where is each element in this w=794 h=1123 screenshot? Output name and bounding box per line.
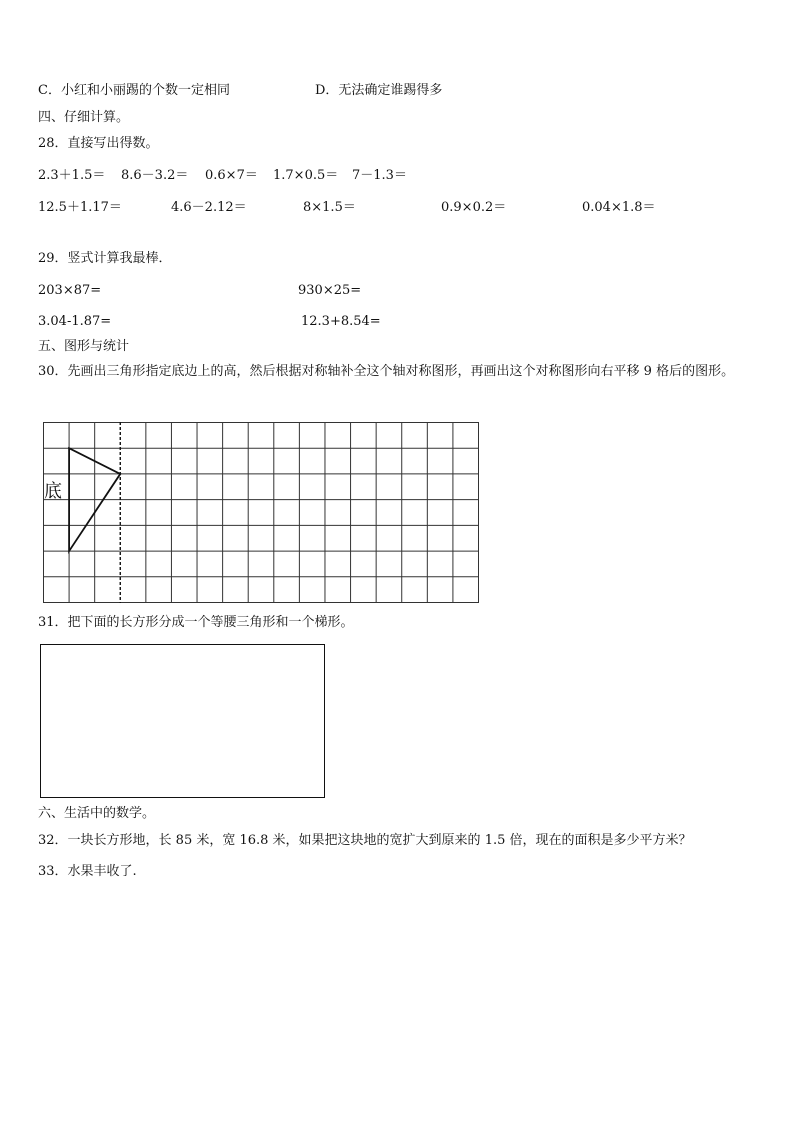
base-label: 底 <box>44 481 62 502</box>
q28-item: 0.04×1.8＝ <box>582 200 656 215</box>
q28-item: 12.5＋1.17＝ <box>38 200 122 215</box>
q28-item: 0.6×7＝ <box>205 168 258 183</box>
q30-grid <box>43 422 479 603</box>
q28-item: 8×1.5＝ <box>303 200 356 215</box>
q28-item: 4.6－2.12＝ <box>171 200 247 215</box>
section-6-title: 六、生活中的数学。 <box>38 806 156 821</box>
q31-title: 31．把下面的长方形分成一个等腰三角形和一个梯形。 <box>38 615 354 630</box>
q28-item: 7－1.3＝ <box>352 168 407 183</box>
q29-item: 203×87= <box>38 283 102 298</box>
q33-text: 33．水果丰收了. <box>38 864 137 879</box>
q28-item: 0.9×0.2＝ <box>441 200 507 215</box>
q28-item: 8.6－3.2＝ <box>121 168 189 183</box>
grid-diagram <box>43 422 479 603</box>
q28-item: 2.3＋1.5＝ <box>38 168 106 183</box>
q29-item: 3.04-1.87= <box>38 314 112 329</box>
q29-title: 29．竖式计算我最棒． <box>38 251 172 266</box>
rectangle-figure <box>40 644 325 798</box>
q30-text: 30．先画出三角形指定底边上的高，然后根据对称轴补全这个轴对称图形，再画出这个对称图形向右平移 9 格后的图形。 <box>38 364 735 379</box>
section-5-title: 五、图形与统计 <box>38 339 130 354</box>
q32-text: 32．一块长方形地，长 85 米，宽 16.8 米，如果把这块地的宽扩大到原来的 1.5 倍，现在的面积是多少平方米？ <box>38 833 692 848</box>
option-d: D．无法确定谁踢得多 <box>315 83 443 98</box>
section-4-title: 四、仔细计算。 <box>38 110 130 125</box>
q29-item: 930×25= <box>298 283 362 298</box>
option-c: C．小红和小丽踢的个数一定相同 <box>38 83 230 98</box>
q28-title: 28．直接写出得数。 <box>38 136 159 151</box>
q28-item: 1.7×0.5＝ <box>273 168 339 183</box>
q29-item: 12.3+8.54= <box>301 314 381 329</box>
